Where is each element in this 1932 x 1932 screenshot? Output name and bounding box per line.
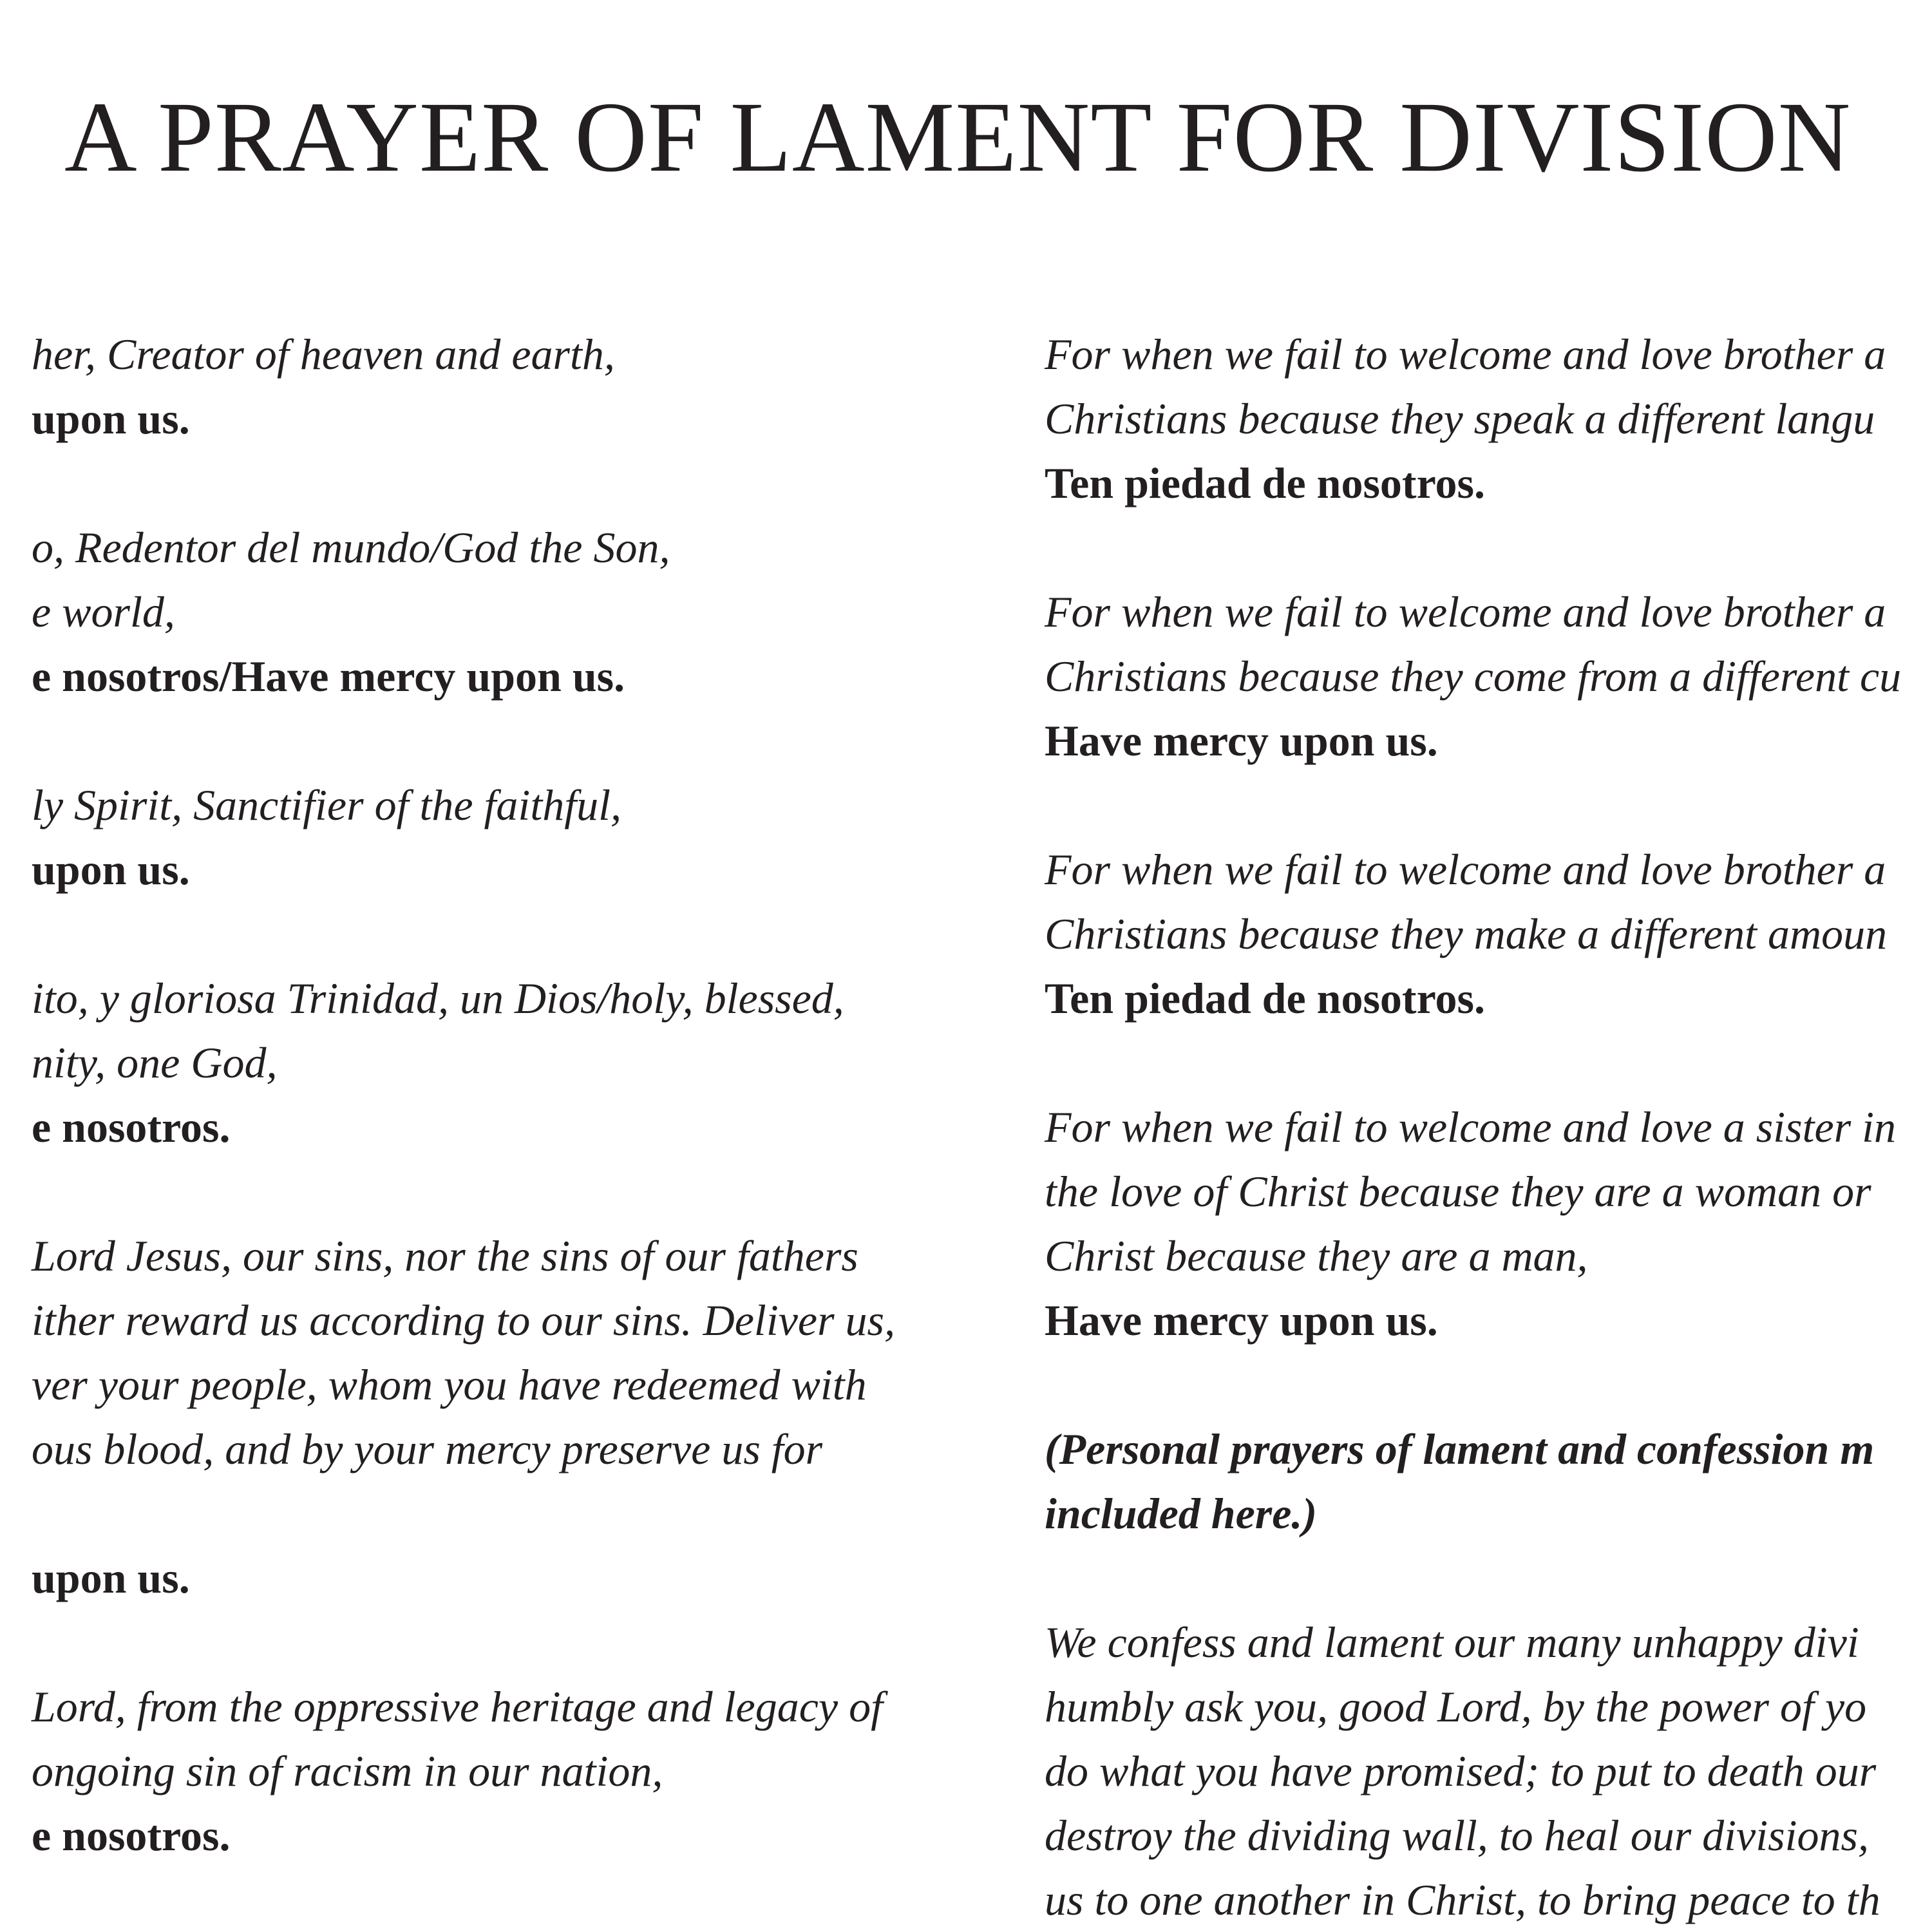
right-column-line: do what you have promised; to put to death our	[1045, 1747, 1877, 1795]
left-column	[32, 322, 895, 1868]
right-column-spacer	[1045, 515, 1932, 580]
right-column-line: Christ because they are a man,	[1045, 1231, 1588, 1280]
left-column-spacer	[32, 708, 895, 773]
right-column-line: Christians because they speak a different langu	[1045, 394, 1875, 443]
right-column	[1045, 322, 1932, 1932]
right-column-line: the love of Christ because they are a woman or	[1045, 1167, 1871, 1216]
right-column-line: destroy the dividing wall, to heal our divisions,	[1045, 1811, 1869, 1860]
right-column-line: included here.)	[1045, 1489, 1318, 1538]
right-column-spacer	[1045, 773, 1932, 837]
right-column-line: us to one another in Christ, to bring peace to th	[1045, 1875, 1880, 1924]
left-column-spacer	[32, 1481, 895, 1546]
right-column-line: Christians because they make a different amoun	[1045, 909, 1888, 958]
left-column-line: her, Creator of heaven and earth,	[31, 330, 615, 379]
left-column-line: upon us.	[31, 394, 190, 443]
left-column-spacer	[32, 902, 895, 966]
right-column-line: humbly ask you, good Lord, by the power of yo	[1045, 1682, 1867, 1731]
left-column-spacer	[32, 1610, 895, 1674]
left-column-line: o, Redentor del mundo/God the Son,	[31, 523, 670, 572]
left-column-line: e nosotros.	[31, 1103, 231, 1151]
left-column-line: upon us.	[31, 1553, 190, 1602]
left-column-line: ver your people, whom you have redeemed with	[31, 1360, 867, 1409]
left-column-line: e nosotros.	[31, 1811, 231, 1860]
right-column-line: Ten piedad de nosotros.	[1045, 459, 1485, 507]
page-title: A PRAYER OF LAMENT FOR DIVISION	[64, 81, 1852, 193]
right-column-line: For when we fail to welcome and love brother a	[1045, 845, 1886, 894]
right-column-line: For when we fail to welcome and love brother a	[1045, 330, 1886, 379]
right-column-spacer	[1045, 1030, 1932, 1095]
left-column-line: nity, one God,	[31, 1038, 278, 1087]
right-column-line: We confess and lament our many unhappy divi	[1045, 1618, 1859, 1667]
right-column-line: For when we fail to welcome and love brother a	[1045, 587, 1886, 636]
right-column-spacer	[1045, 1352, 1932, 1417]
right-column-spacer	[1045, 1546, 1932, 1610]
left-column-spacer	[32, 1159, 895, 1224]
left-column-line: Lord Jesus, our sins, nor the sins of our fathers	[31, 1231, 858, 1280]
right-column-line: (Personal prayers of lament and confession m	[1045, 1425, 1875, 1473]
left-column-line: Lord, from the oppressive heritage and legacy of	[31, 1682, 883, 1731]
left-column-line: ito, y gloriosa Trinidad, un Dios/holy, blessed,	[31, 974, 844, 1023]
right-column-line: Have mercy upon us.	[1045, 1296, 1438, 1345]
right-column-line: Christians because they come from a different cu	[1045, 652, 1902, 701]
left-column-spacer	[32, 451, 895, 515]
left-column-line: ly Spirit, Sanctifier of the faithful,	[31, 781, 621, 829]
right-column-line: For when we fail to welcome and love a sister in	[1045, 1103, 1897, 1151]
left-column-line: e world,	[31, 587, 175, 636]
right-column-line: Ten piedad de nosotros.	[1045, 974, 1485, 1023]
left-column-line: ither reward us according to our sins. Deliver us,	[31, 1296, 895, 1345]
left-column-line: upon us.	[31, 845, 190, 894]
left-column-line: e nosotros/Have mercy upon us.	[31, 652, 625, 701]
left-column-line: ous blood, and by your mercy preserve us for	[31, 1425, 823, 1473]
left-column-line: ongoing sin of racism in our nation,	[31, 1747, 663, 1795]
right-column-line: Have mercy upon us.	[1045, 716, 1438, 765]
